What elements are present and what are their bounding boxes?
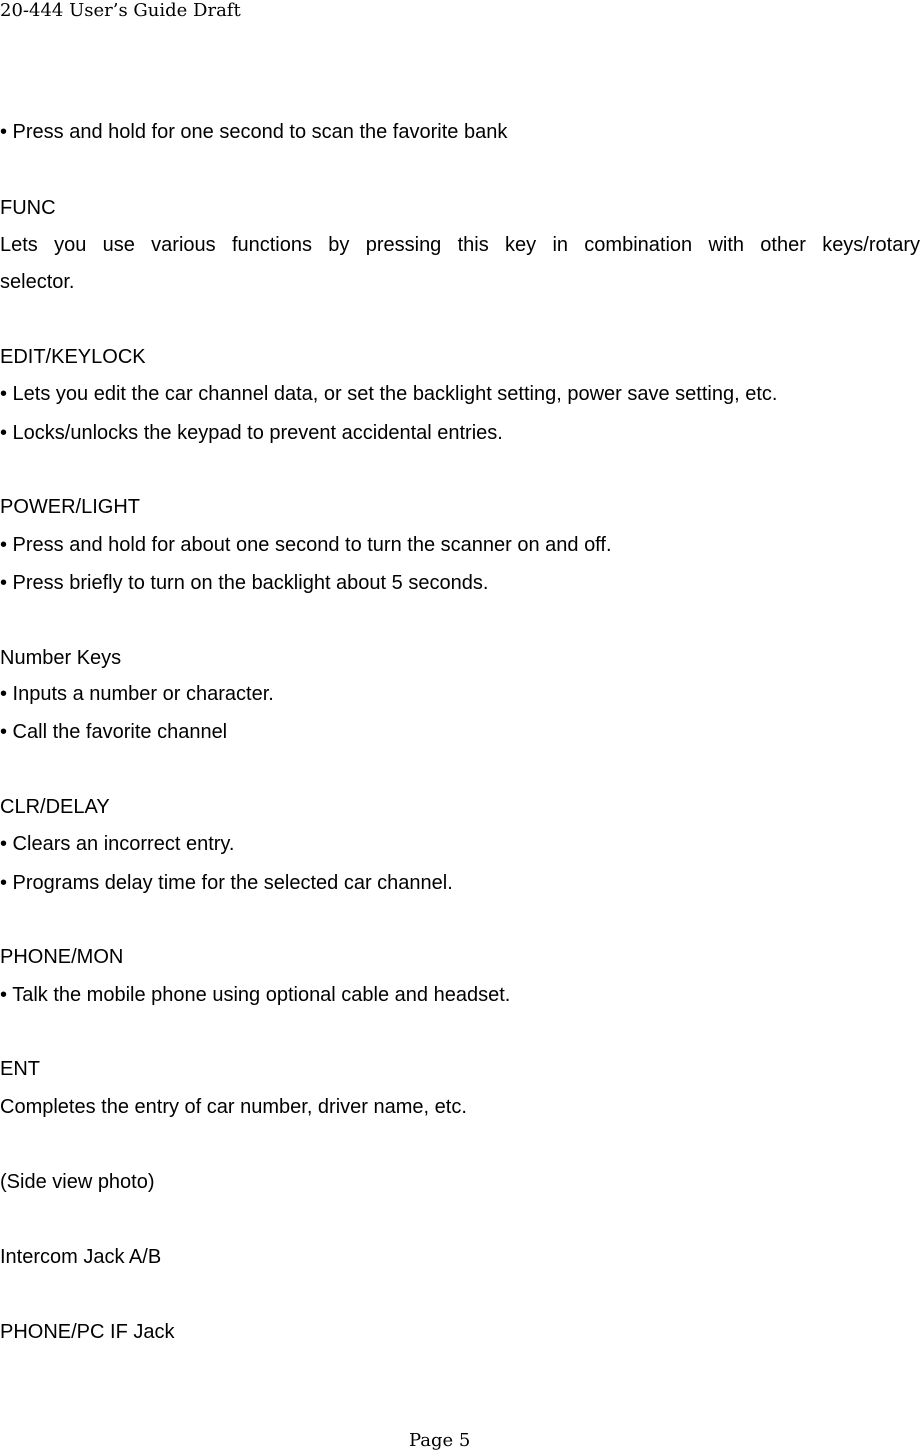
ent-description: Completes the entry of car number, driver name, etc.: [0, 1096, 467, 1118]
ent-heading: ENT: [0, 1058, 40, 1080]
func-description-line2: selector.: [0, 271, 75, 293]
intercom-jack-label: Intercom Jack A/B: [0, 1246, 162, 1268]
clr-delay-bullet-2: • Programs delay time for the selected car channel.: [0, 872, 453, 894]
clr-delay-heading: CLR/DELAY: [0, 796, 110, 818]
power-light-bullet-1: • Press and hold for about one second to turn the scanner on and off.: [0, 534, 612, 556]
scan-favorite-bullet: • Press and hold for one second to scan the favorite bank: [0, 121, 508, 143]
phone-mon-bullet-1: • Talk the mobile phone using optional cable and headset.: [0, 984, 511, 1006]
edit-keylock-heading: EDIT/KEYLOCK: [0, 346, 146, 368]
func-heading: FUNC: [0, 197, 56, 219]
side-view-photo-placeholder: (Side view photo): [0, 1171, 155, 1193]
phone-pc-jack-label: PHONE/PC IF Jack: [0, 1321, 175, 1343]
number-keys-bullet-1: • Inputs a number or character.: [0, 683, 274, 705]
power-light-heading: POWER/LIGHT: [0, 496, 141, 518]
phone-mon-heading: PHONE/MON: [0, 946, 124, 968]
clr-delay-bullet-1: • Clears an incorrect entry.: [0, 833, 235, 855]
number-keys-heading: Number Keys: [0, 647, 122, 669]
func-description-line1: Lets you use various functions by pressing this key in combination with other keys/rotary: [0, 234, 920, 256]
power-light-bullet-2: • Press briefly to turn on the backlight about 5 seconds.: [0, 572, 489, 594]
number-keys-bullet-2: • Call the favorite channel: [0, 721, 228, 743]
edit-keylock-bullet-1: • Lets you edit the car channel data, or set the backlight setting, power save setting, etc.: [0, 383, 778, 405]
edit-keylock-bullet-2: • Locks/unlocks the keypad to prevent accidental entries.: [0, 422, 503, 444]
page-number: Page 5: [409, 1430, 471, 1451]
document-header: 20-444 User’s Guide Draft: [0, 0, 241, 21]
